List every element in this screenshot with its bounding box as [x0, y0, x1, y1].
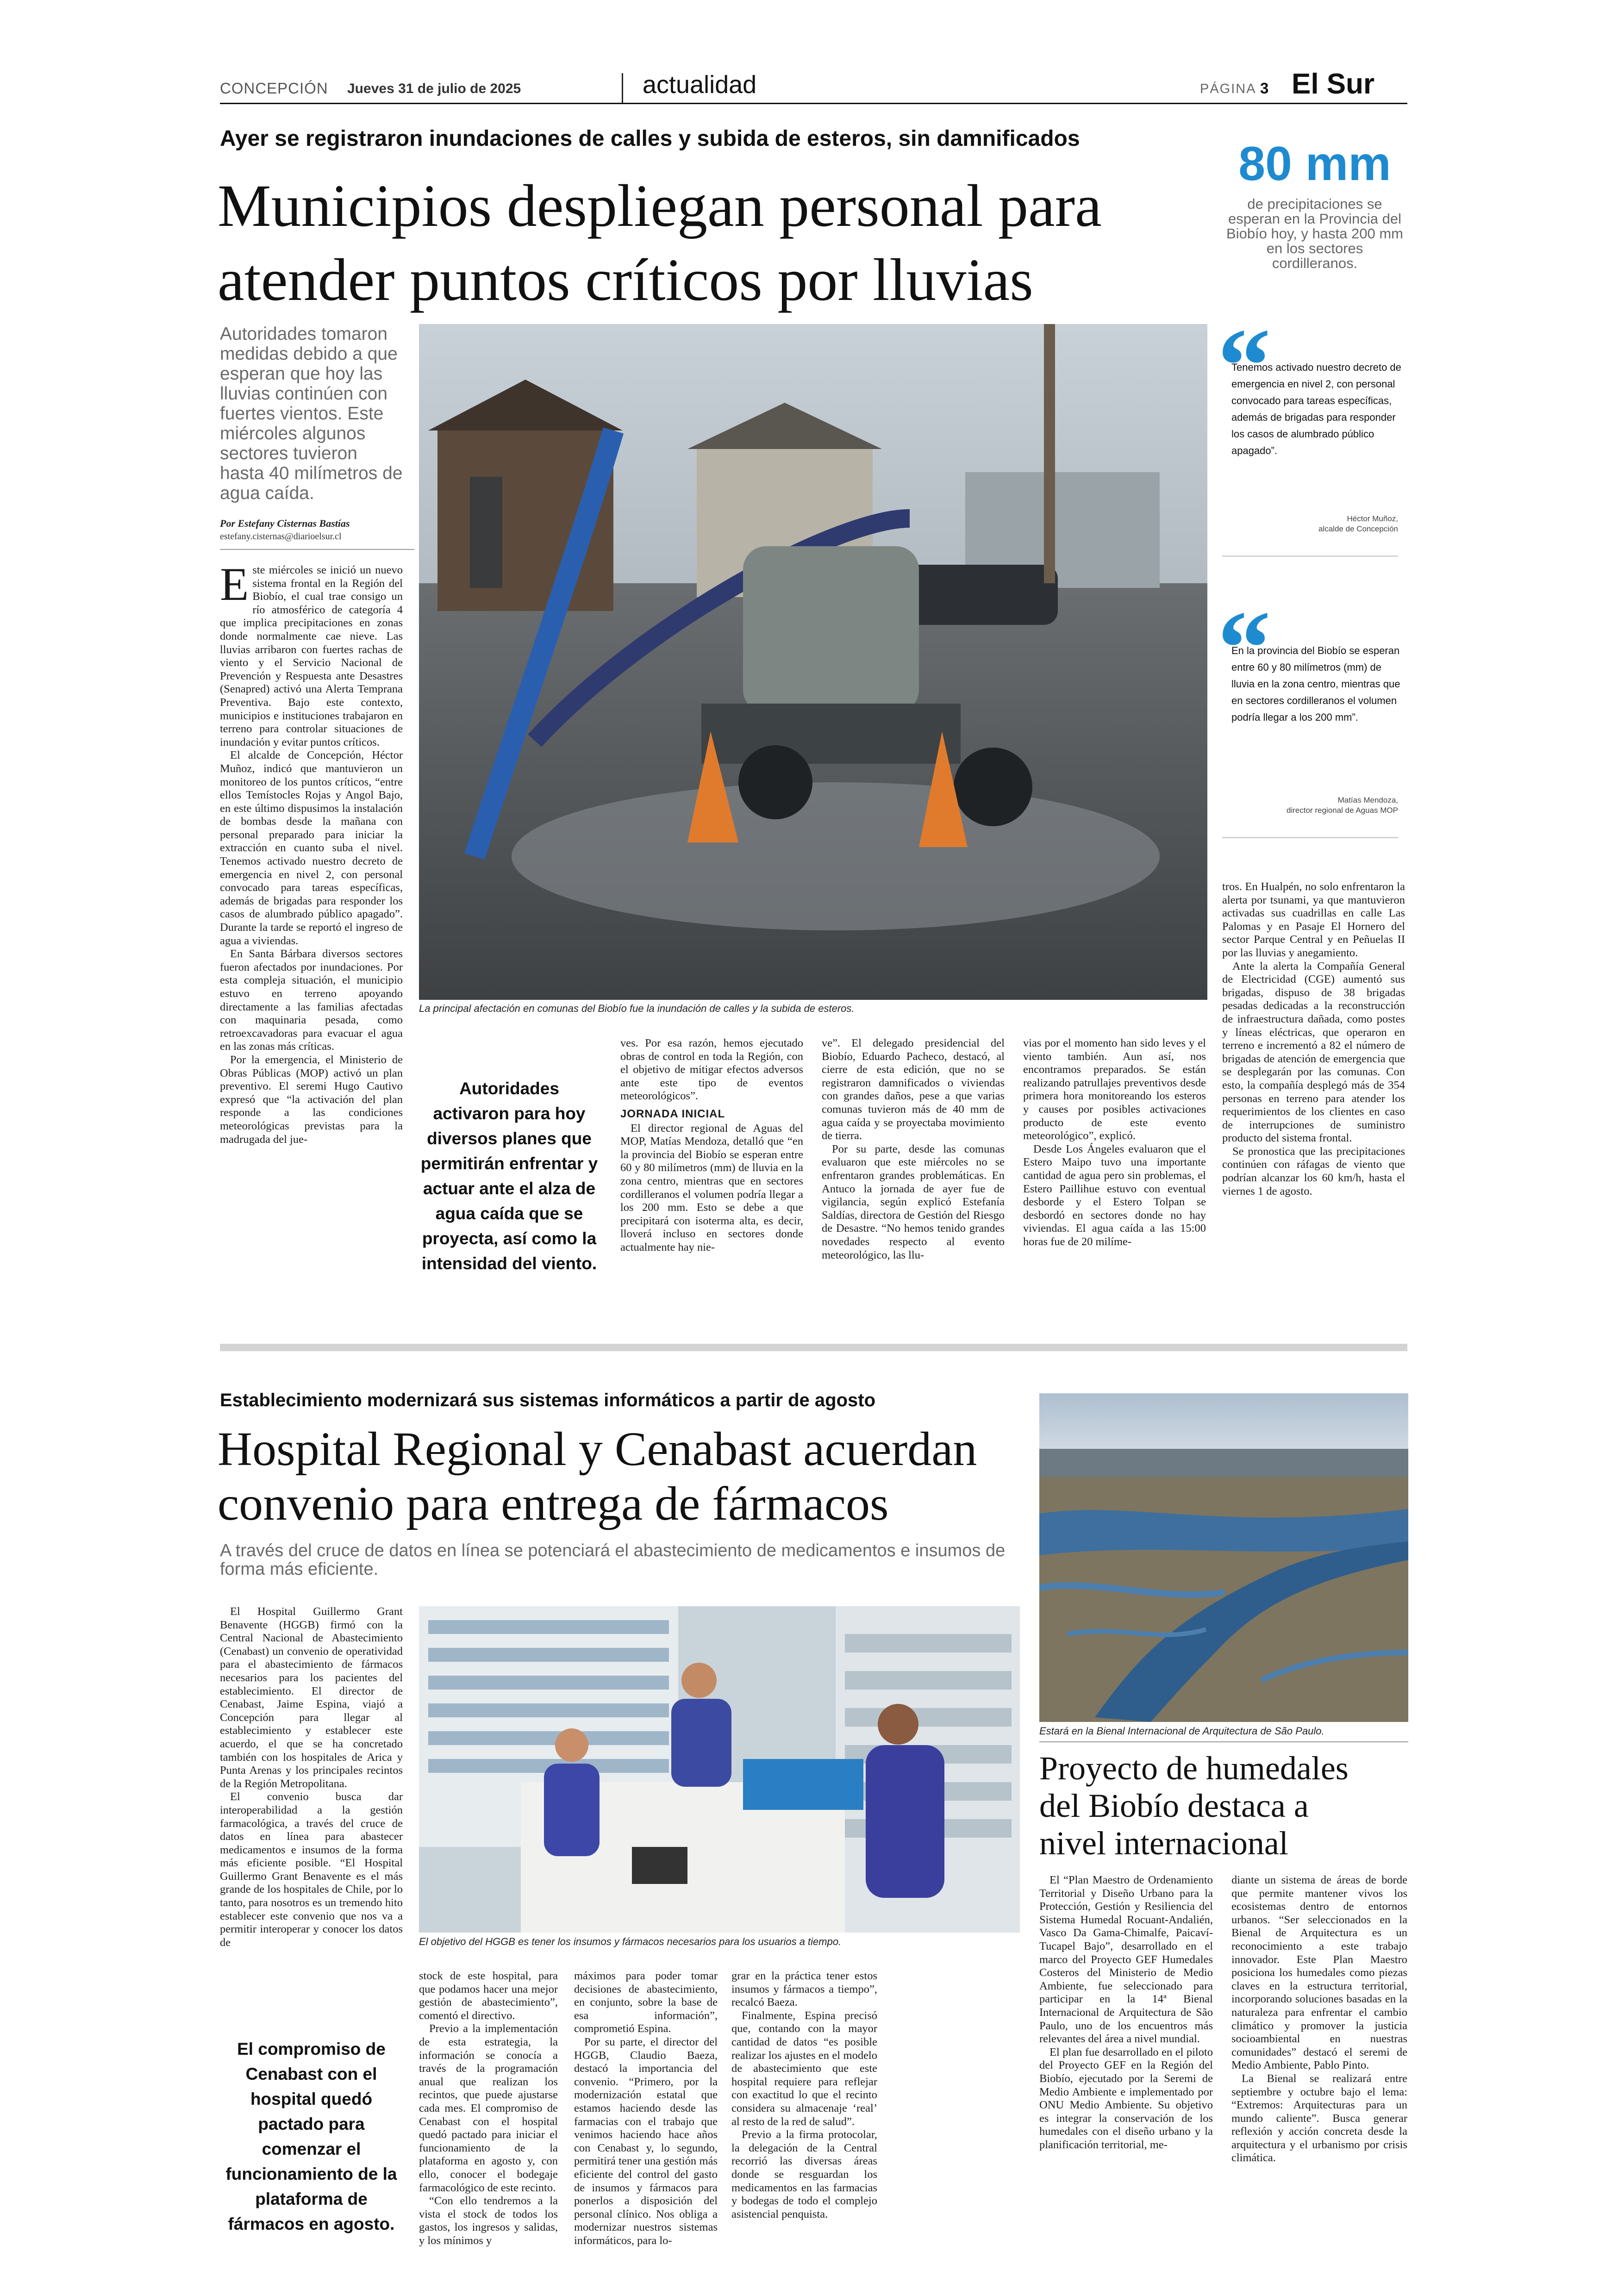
quote2-rule: [1222, 837, 1398, 838]
stat-value: 80 mm: [1238, 137, 1391, 191]
header-page-number: 3: [1260, 80, 1269, 97]
section-separator: [220, 1344, 1407, 1351]
header-page-label: PÁGINA: [1200, 81, 1256, 96]
article2-col4-p2: Finalmente, Espina precisó que, contando con la mayor cantidad de datos “es posible realizar los ajustes en el modelo de abastecimiento que este hospital requiere para reflejar con exactitud lo que el recinto considera su almacenaje ‘real’ al resto de la red de salud”.: [731, 2009, 877, 2128]
article1-title-line2: atender puntos críticos por lluvias: [218, 247, 1033, 313]
article1-title: [218, 169, 1102, 317]
article2-lead: A través del cruce de datos en línea se potenciará el abastecimiento de medicamentos e insumos de forma más eficiente.: [220, 1541, 1006, 1579]
article2-column-3: [574, 1970, 718, 2247]
flood-pump-photo: [419, 324, 1207, 1000]
article2-column-1: [220, 1605, 403, 1949]
article2-column-2: [419, 1970, 558, 2247]
article1-lead: Autoridades tomaron medidas debido a que esperan que hoy las lluvias continúen con fuertes vientos. Este miércoles algunos sectores tuvieron hasta 40 milímetros de agua caída.: [220, 324, 403, 503]
article1-kicker: Ayer se registraron inundaciones de calles y subida de esteros, sin damnificados: [220, 126, 1080, 151]
article2-col2-p3: “Con ello tendremos a la vista el stock de todos los gastos, los ingresos y salidas, y los mínimos y: [419, 2195, 558, 2247]
stat-text: de precipitaciones se esperan en la Provincia del Biobío hoy, y hasta 200 mm en los sectores cordilleranos.: [1226, 196, 1403, 271]
article3-title-line2: del Biobío destaca a: [1039, 1787, 1309, 1824]
article3-column-1: [1039, 1874, 1213, 2152]
quote2-role: director regional de Aguas MOP: [1287, 806, 1398, 815]
article3-col2-p1: diante un sistema de áreas de borde que permite mantener vivos los ecosistemas dentro de entornos urbanos. “Ser seleccionados en la Bienal de Arquitectura es un reconocimiento a este trabajo innovador. Este Plan Maestro posiciona los humedales como piezas claves en la estructura territorial, incorporando soluciones basadas en la naturaleza para enfrentar el cambio climático y promover la justicia socioambiental en nuestras comunidades” destacó el seremi de Medio Ambiente, Pablo Pinto.: [1231, 1874, 1407, 2072]
article2-col3-p1: máximos para poder tomar decisiones de abastecimiento, en conjunto, sobre la base de esa información”, comprometió Espina.: [574, 1970, 718, 2035]
article3-photo-rule: [1039, 1741, 1408, 1742]
article1-col1-p4: Por la emergencia, el Ministerio de Obras Públicas (MOP) activó un plan preventivo. El seremi Hugo Cautivo expresó que “la activación del plan responde a las condiciones meteorológicas previstas para la madrugada del jue-: [220, 1053, 403, 1146]
article1-col1-p1: ste miércoles se inició un nuevo sistema frontal en la Región del Biobío, el cual trae consigo un río atmosférico de categoría 4 que implica precipitaciones en zonas donde normalmente cae nieve. Las lluvias arribaron con fuertes rachas de viento y el Servicio Nacional de Prevención y Respuesta ante Desastres (Senapred) activó una Alerta Temprana Preventiva. Bajo este contexto, municipios e instituciones trabajaron en terreno para controlar situaciones de inundación y evitar puntos críticos.: [220, 564, 403, 748]
quote1-text: Tenemos activado nuestro decreto de emergencia en nivel 2, con personal convocado para tareas específicas, además de brigadas para responder los casos de alumbrado público apagado”.: [1231, 362, 1401, 456]
article3-col1-p2: El plan fue desarrollado en el piloto del Proyecto GEF en la Región del Biobío, ejecutado por la Seremi de Medio Ambiente e implementado por ONU Medio Ambiente. Su objetivo es integrar la conservación de los humedales con el diseño urbano y la planificación territorial, me-: [1039, 2046, 1213, 2151]
quote1-rule: [1222, 555, 1398, 557]
article2-col1-p2: El convenio busca dar interoperabilidad a la gestión farmacológica, a través del cruce de datos en línea para abastecer medicamentos e insumos de la forma más eficiente posible. “El Hospital Guillermo Grant Benavente es el más grande de los hospitales de Chile, por lo tanto, para nosotros es un tremendo hito establecer este convenio que nos va a permitir interoperar y conocer los datos de: [220, 1790, 403, 1949]
article2-pullquote: El compromiso de Cenabast con el hospital quedó pactado para comenzar el funcionamiento de la plataforma de fármacos en agosto.: [225, 2039, 397, 2233]
article1-photo: [419, 324, 1207, 1000]
article1-col6-p1: tros. En Hualpén, no solo enfrentaron la alerta por tsunami, ya que mantuvieron activadas sus cuadrillas en calle Las Palomas y en Pasaje El Hornero del sector Parque Central y en Peñuelas II por las lluvias y anegamiento.: [1222, 880, 1405, 959]
article2-col4-p3: Previo a la firma protocolar, la delegación de la Central recorrió las diversas áreas donde se resguardan los medicamentos en las farmacias y bodegas de todo el complejo asistencial penquista.: [731, 2128, 877, 2220]
article1-column-1: [220, 558, 403, 1146]
article1-byline: Por Estefany Cisternas Bastías: [220, 518, 350, 529]
article1-column-5: [1023, 1037, 1206, 1249]
quote1-mark-icon: “: [1218, 306, 1271, 424]
article1-column-6: [1222, 880, 1405, 1198]
article1-pullquote: Autoridades activaron para hoy diversos planes que permitirán enfrentar y actuar ante el alza de agua caída que se proyecta, así como la intensidad del viento.: [420, 1079, 598, 1273]
article3-col1-p1: El “Plan Maestro de Ordenamiento Territorial y Diseño Urbano para la Protección, Gestión y Resiliencia del Sistema Humedal Rocuant-Andalién, Vasco Da Gama-Chimalfe, Paicaví-Tucapel Bajo”, desarrollado en el marco del Proyecto GEF Humedales Costeros del Ministerio de Medio Ambiente, fue seleccionado para participar en la 14ª Bienal Internacional de Arquitectura de São Paulo, uno de los encuentros más relevantes del área a nivel mundial.: [1039, 1874, 1213, 2046]
pharmacy-photo: [419, 1606, 1020, 1933]
article2-column-4: [731, 1970, 877, 2221]
header-city: CONCEPCIÓN: [220, 80, 328, 97]
article3-col2-p2: La Bienal se realizará entre septiembre y octubre bajo el lema: “Extremos: Arquitecturas para un mundo caliente”. Busca generar reflexión y acción concreta desde la arquitectura y el urbanismo por crisis climática.: [1231, 2072, 1407, 2164]
article1-photo-caption: La principal afectación en comunas del Biobío fue la inundación de calles y la subida de esteros.: [419, 1003, 855, 1014]
article1-subhead: JORNADA INICIAL: [620, 1107, 725, 1120]
article1-col1-p2: El alcalde de Concepción, Héctor Muñoz, indicó que mantuvieron un monitoreo de los puntos críticos, “entre ellos Temístocles Rojas y Angol Bajo, en este último dispusimos la instalación de bombas desde la mañana con personal preparado para iniciar la extracción en cuanto suba el nivel. Tenemos activado nuestro decreto de emergencia en nivel 2, con personal convocado para tareas específicas, además de brigadas para responder los casos de alumbrado público apagado”. Durante la tarde se reportó el ingreso de agua a viviendas.: [220, 749, 403, 947]
quote1-attribution: [1222, 514, 1398, 534]
article1-col4-p1: ve”. El delegado presidencial del Biobío, Eduardo Pacheco, destacó, al cierre de esta edición, que no se registraron damnificados o viviendas con grandes daños, pese a que varias comunas tuvieron más de 40 mm de agua caída y se proyectaba movimiento de tierra.: [822, 1037, 1005, 1142]
header-section: actualidad: [643, 71, 757, 99]
article3-column-2: [1231, 1874, 1407, 2165]
article1-byline-email: estefany.cisternas@diarioelsur.cl: [220, 531, 342, 542]
article1-column-4: [822, 1037, 1005, 1262]
article1-title-line1: Municipios despliegan personal para: [218, 173, 1102, 239]
article1-col5-p1: vias por el momento han sido leves y el viento también. Aun así, nos encontramos preparados. Se están realizando patrullajes preventivos desde primera hora monitoreando los esteros y causes por posibles activaciones producto de este evento meteorológico”, explicó.: [1023, 1037, 1206, 1142]
article1-col4-p2: Por su parte, desde las comunas evaluaron que este miércoles no se enfrentaron grandes problemáticas. En Antuco la jornada de ayer fue de vigilancia, según explicó Estefanía Saldías, directora de Gestión del Riesgo de Desastre. “No hemos tenido grandes novedades respecto al evento meteorológico, las llu-: [822, 1142, 1005, 1261]
article1-col6-p3: Se pronostica que las precipitaciones continúen con ráfagas de viento que podrían alcanzar los 60 km/h, hasta el viernes 1 de agosto.: [1222, 1145, 1405, 1197]
article3-title: [1039, 1750, 1349, 1862]
quote2-mark-icon: “: [1218, 589, 1271, 707]
quote2-name: Matías Mendoza,: [1337, 796, 1398, 804]
article2-title-line2: convenio para entrega de fármacos: [218, 1477, 889, 1530]
article1-col6-p2: Ante la alerta la Compañía General de Electricidad (CGE) aumentó sus brigadas, dispuso de 38 brigadas pesadas dedicadas a la reconstrucción de infraestructura dañada, como postes y líneas eléctricas, que operaron en terreno e incrementó a 82 el número de brigadas de atención de emergencia que se desplegarán por las comunas. Con esto, la compañía desplegó más de 354 personas en terreno para atender los requerimientos de los clientes en caso de interrupciones de suministro producto del sistema frontal.: [1222, 960, 1405, 1145]
byline-rule: [220, 549, 414, 550]
article1-col5-p2: Desde Los Ángeles evaluaron que el Estero Maipo tuvo una importante cantidad de agua pero sin problemas, el Estero Paillihue estuvo con eventual desborde y el Estero Tolpan se desbordó en sectores donde no hay viviendas. El agua caída a las 15:00 horas fue de 20 milíme-: [1023, 1142, 1206, 1248]
article2-photo-caption: El objetivo del HGGB es tener los insumos y fármacos necesarios para los usuarios a tiempo.: [419, 1936, 842, 1947]
dropcap: E: [220, 558, 249, 611]
article2-col2-p1: stock de este hospital, para que podamos hacer una mejor gestión de abastecimiento”, comentó el directivo.: [419, 1970, 558, 2022]
newspaper-logo: El Sur: [1292, 68, 1375, 100]
article3-photo: [1039, 1393, 1408, 1722]
wetland-aerial-photo: [1039, 1393, 1408, 1722]
quote2-text: En la provincia del Biobío se esperan entre 60 y 80 milímetros (mm) de lluvia en la zona centro, mientras que en sectores cordilleranos el volumen podría llegar a los 200 mm”.: [1231, 645, 1400, 723]
article2-col2-p2: Previo a la implementación de esta estrategia, la información se conocía a través de la programación anual que realizan los recintos, que puede ajustarse cada mes. El compromiso de Cenabast con el hospital quedó pactado para iniciar el funcionamiento de la plataforma en agosto y, con ello, conocer el bodegaje farmacológico de este recinto.: [419, 2022, 558, 2194]
quote2-attribution: [1222, 795, 1398, 816]
article3-title-line3: nivel internacional: [1039, 1825, 1288, 1862]
article1-column-3: [620, 1037, 803, 1254]
article1-col3-p2: El director regional de Aguas del MOP, Matías Mendoza, detalló que “en la provincia del Biobío se esperan entre 60 y 80 milímetros (mm) de lluvia en la zona centro, mientras que en sectores cordilleranos el volumen podría llegar a los 200 mm. Esto se debe a que precipitará con isoterma alta, es decir, lloverá incluso en sectores donde actualmente hay nie-: [620, 1122, 803, 1254]
article3-title-line1: Proyecto de humedales: [1039, 1750, 1349, 1787]
article2-title: [218, 1422, 977, 1531]
article2-col4-p1: grar en la práctica tener estos insumos y fármacos a tiempo”, recalcó Baeza.: [731, 1970, 877, 2009]
article2-col1-p1: El Hospital Guillermo Grant Benavente (HGGB) firmó con la Central Nacional de Abastecimiento (Cenabast) un convenio de operatividad para el abastecimiento de fármacos necesarios para los pacientes del establecimiento. El director de Cenabast, Jaime Espina, viajó a Concepción para llegar al establecimiento y establecer este acuerdo, el que se ha concretado también con los hospitales de Arica y Punta Arenas y los principales recintos de la Región Metropolitana.: [220, 1605, 403, 1790]
article2-kicker: Establecimiento modernizará sus sistemas informáticos a partir de agosto: [220, 1390, 875, 1410]
header-divider: [622, 73, 623, 103]
article2-photo: [419, 1606, 1020, 1933]
article2-col3-p2: Por su parte, el director del HGGB, Claudio Baeza, destacó la importancia del convenio. “Primero, por la modernización estatal que estamos haciendo desde las farmacias con el trabajo que venimos haciendo hace años con Cenabast y, lo segundo, permitirá tener una gestión más eficiente del control del gasto de insumos y fármacos para ponerlos a disposición del personal clínico. Nos obliga a modernizar nuestros sistemas informáticos, para lo-: [574, 2035, 718, 2247]
article1-col1-p3: En Santa Bárbara diversos sectores fueron afectados por inundaciones. Por esta compleja situación, el municipio estuvo en terreno apoyando directamente a las familias afectadas con maquinaria pesada, como retroexcavadoras para evacuar el agua en las zonas más críticas.: [220, 948, 403, 1053]
article2-title-line1: Hospital Regional y Cenabast acuerdan: [218, 1422, 977, 1476]
article3-photo-caption: Estará en la Bienal Internacional de Arquitectura de São Paulo.: [1039, 1725, 1324, 1737]
quote1-name: Héctor Muñoz,: [1347, 514, 1398, 523]
article1-col3-p1: ves. Por esa razón, hemos ejecutado obras de control en toda la Región, con el objetivo de mitigar efectos adversos ante este tipo de eventos meteorológicos”.: [620, 1037, 803, 1103]
header-rule: [220, 103, 1407, 104]
quote1-role: alcalde de Concepción: [1318, 524, 1398, 533]
header-date: Jueves 31 de julio de 2025: [347, 81, 521, 96]
